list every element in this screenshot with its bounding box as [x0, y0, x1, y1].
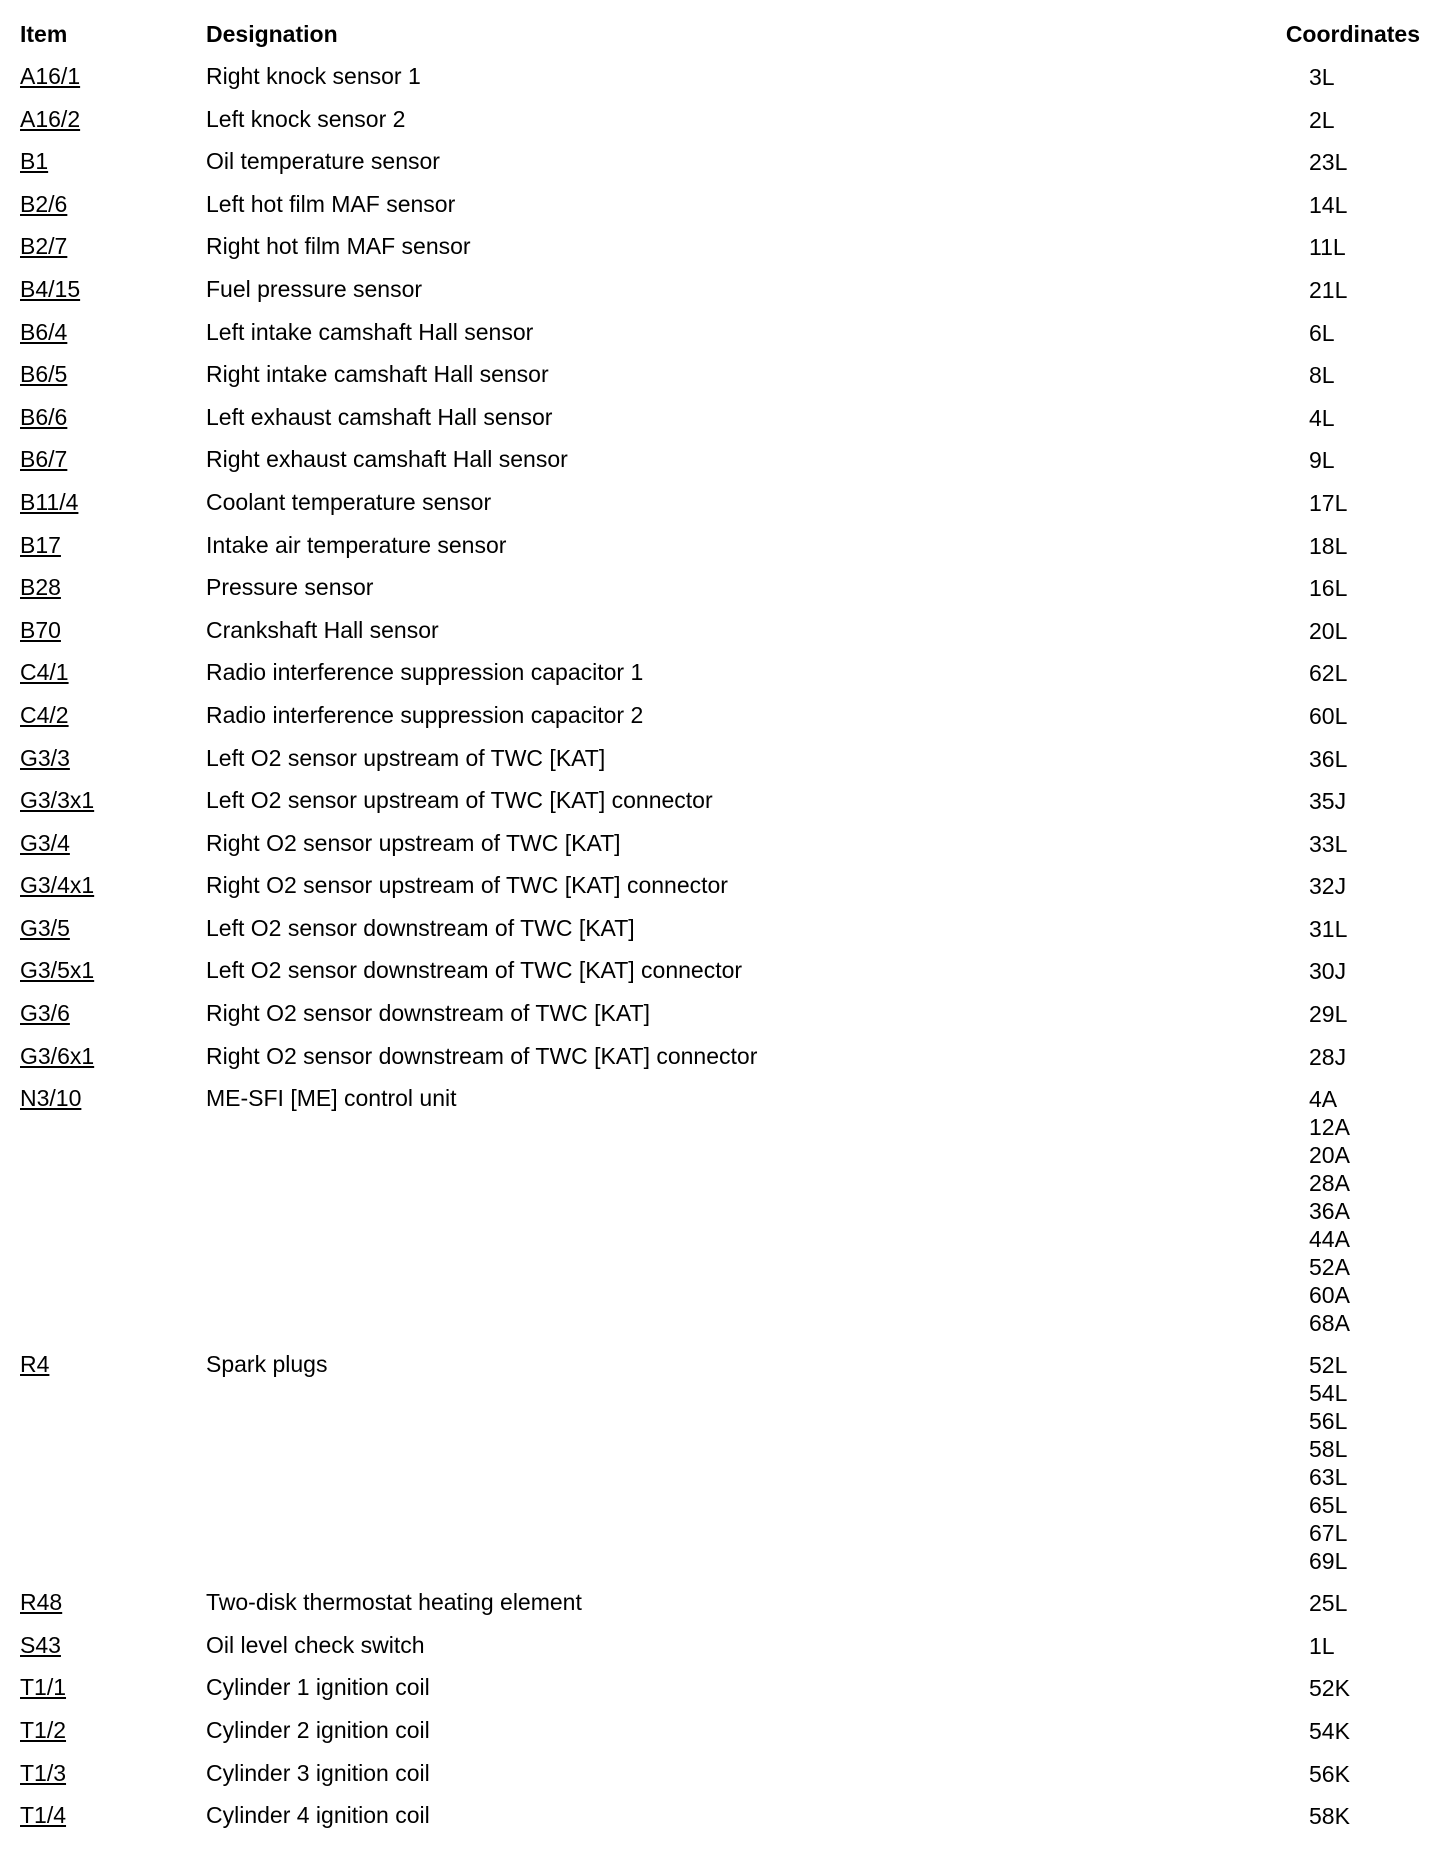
coordinates-cell	[1309, 361, 1335, 389]
coordinate-value: 35J	[1309, 788, 1347, 815]
designation-text: Left O2 sensor downstream of TWC [KAT] connector	[206, 957, 743, 984]
designation-text: Oil level check switch	[206, 1631, 425, 1658]
table-row	[0, 224, 1440, 267]
coordinate-value: 69L	[1309, 1548, 1348, 1575]
table-row	[0, 395, 1440, 438]
coordinates-cell	[1309, 1000, 1347, 1028]
coordinate-value: 11L	[1309, 234, 1346, 261]
designation-text: ME-SFI [ME] control unit	[206, 1085, 457, 1112]
coordinate-value: 33L	[1309, 830, 1348, 857]
designation-text: Cylinder 1 ignition coil	[206, 1674, 430, 1701]
item-link[interactable]: N3/10	[20, 1085, 82, 1112]
coordinates-cell	[1309, 872, 1346, 900]
table-row	[0, 821, 1440, 864]
item-link[interactable]: G3/5	[20, 914, 70, 941]
designation-text: Cylinder 2 ignition coil	[206, 1717, 430, 1744]
item-link[interactable]: G3/3x1	[20, 787, 95, 814]
item-link[interactable]: B70	[20, 616, 61, 643]
coordinates-cell	[1309, 191, 1347, 219]
designation-text: Left exhaust camshaft Hall sensor	[206, 403, 553, 430]
coordinates-cell	[1309, 915, 1347, 943]
coordinate-value: 8L	[1309, 362, 1335, 389]
table-row	[0, 1665, 1440, 1708]
table-row	[0, 1580, 1440, 1623]
coordinates-cell	[1309, 148, 1347, 176]
table-row	[0, 565, 1440, 608]
item-link[interactable]: B2/6	[20, 190, 68, 217]
coordinate-value: 20L	[1309, 617, 1348, 644]
item-link[interactable]: B28	[20, 574, 61, 601]
item-link[interactable]: G3/4x1	[20, 872, 95, 899]
item-link[interactable]: T1/4	[20, 1802, 67, 1829]
designation-text: Crankshaft Hall sensor	[206, 616, 439, 643]
designation-text: Coolant temperature sensor	[206, 488, 492, 515]
table-row	[0, 1751, 1440, 1794]
coordinates-cell	[1309, 276, 1347, 304]
coordinate-value: 63L	[1309, 1464, 1348, 1491]
designation-text: Left O2 sensor upstream of TWC [KAT] connector	[206, 787, 713, 814]
table-row	[0, 54, 1440, 97]
coordinates-cell	[1309, 830, 1347, 858]
table-row	[0, 480, 1440, 523]
table-row	[0, 310, 1440, 353]
coordinates-cell	[1309, 319, 1335, 347]
table-row	[0, 991, 1440, 1034]
coordinates-cell	[1309, 659, 1347, 687]
table-row	[0, 906, 1440, 949]
designation-text: Pressure sensor	[206, 574, 374, 601]
coordinates-cell	[1309, 702, 1347, 730]
designation-text: Left O2 sensor upstream of TWC [KAT]	[206, 744, 606, 771]
item-link[interactable]: T1/3	[20, 1759, 67, 1786]
coordinate-value: 32J	[1309, 873, 1347, 900]
coordinate-value: 68A	[1309, 1310, 1350, 1337]
coordinate-value: 60A	[1309, 1282, 1350, 1309]
coordinate-value: 62L	[1309, 660, 1348, 687]
table-header	[0, 0, 1440, 54]
item-link[interactable]: R48	[20, 1589, 63, 1616]
item-link[interactable]: A16/2	[20, 105, 81, 132]
designation-text: Intake air temperature sensor	[206, 531, 507, 558]
item-link[interactable]: T1/2	[20, 1717, 67, 1744]
table-row	[0, 650, 1440, 693]
coordinate-value: 3L	[1309, 64, 1335, 90]
coordinate-value: 36A	[1309, 1198, 1350, 1225]
item-link[interactable]: B2/7	[20, 233, 68, 260]
table-row	[0, 97, 1440, 140]
designation-text: Two-disk thermostat heating element	[206, 1589, 582, 1616]
table-row	[0, 523, 1440, 566]
coordinate-value: 20A	[1309, 1142, 1350, 1169]
item-link[interactable]: T1/1	[20, 1674, 67, 1701]
coordinates-cell	[1309, 233, 1346, 261]
coordinate-value: 31L	[1309, 915, 1348, 942]
table-row	[0, 693, 1440, 736]
coordinates-cell	[1309, 446, 1335, 474]
item-link[interactable]: C4/2	[20, 701, 69, 728]
coordinate-value: 25L	[1309, 1590, 1348, 1617]
coordinates-cell	[1309, 63, 1335, 91]
coordinates-cell	[1309, 574, 1347, 602]
designation-text: Right O2 sensor downstream of TWC [KAT] connector	[206, 1042, 758, 1069]
header-designation: Designation	[206, 21, 338, 47]
table-row	[0, 1793, 1440, 1836]
designation-text: Left O2 sensor downstream of TWC [KAT]	[206, 914, 635, 941]
coordinate-value: 17L	[1309, 489, 1348, 516]
coordinate-value: 30J	[1309, 958, 1347, 985]
designation-text: Right O2 sensor upstream of TWC [KAT]	[206, 829, 621, 856]
coordinate-value: 28J	[1309, 1043, 1347, 1070]
table-row	[0, 1708, 1440, 1751]
table-row	[0, 182, 1440, 225]
table-row	[0, 1623, 1440, 1666]
table-row	[0, 736, 1440, 779]
item-link[interactable]: G3/5x1	[20, 957, 95, 984]
designation-text: Right intake camshaft Hall sensor	[206, 361, 549, 388]
table-row	[0, 608, 1440, 651]
coordinates-cell	[1309, 532, 1347, 560]
table-row	[0, 1076, 1440, 1342]
coordinate-value: 1L	[1309, 1632, 1335, 1659]
coordinates-cell	[1309, 489, 1347, 517]
coordinate-value: 9L	[1309, 447, 1335, 474]
coordinate-value: 52K	[1309, 1675, 1350, 1702]
coordinates-cell	[1309, 106, 1335, 134]
designation-text: Cylinder 3 ignition coil	[206, 1759, 430, 1786]
coordinate-value: 18L	[1309, 532, 1348, 559]
item-link[interactable]: B6/5	[20, 361, 68, 388]
table-row	[0, 1342, 1440, 1580]
item-link[interactable]: G3/3	[20, 744, 70, 771]
designation-text: Right O2 sensor upstream of TWC [KAT] connector	[206, 872, 728, 899]
table-row	[0, 352, 1440, 395]
coordinate-value: 6L	[1309, 319, 1335, 346]
item-link[interactable]: R4	[20, 1351, 50, 1378]
designation-text: Left knock sensor 2	[206, 105, 406, 132]
table-row	[0, 139, 1440, 182]
coordinate-value: 52L	[1309, 1352, 1348, 1379]
header-item: Item	[20, 21, 68, 47]
item-link[interactable]: A16/1	[20, 63, 81, 89]
table-row	[0, 437, 1440, 480]
coordinate-value: 52A	[1309, 1254, 1350, 1281]
coordinates-cell	[1309, 1589, 1347, 1617]
table-row	[0, 267, 1440, 310]
coordinate-value: 16L	[1309, 575, 1348, 602]
designation-text: Radio interference suppression capacitor 2	[206, 701, 644, 728]
item-link[interactable]: B6/4	[20, 318, 68, 345]
coordinate-value: 14L	[1309, 191, 1348, 218]
designation-text: Radio interference suppression capacitor 1	[206, 659, 644, 686]
coordinates-cell	[1309, 957, 1346, 985]
designation-text: Oil temperature sensor	[206, 148, 440, 175]
item-link[interactable]: C4/1	[20, 659, 69, 686]
item-link[interactable]: G3/4	[20, 829, 70, 856]
coordinate-value: 58L	[1309, 1436, 1348, 1463]
coordinates-cell	[1309, 745, 1347, 773]
item-link[interactable]: B4/15	[20, 275, 81, 302]
coordinates-cell	[1309, 787, 1346, 815]
coordinate-value: 21L	[1309, 276, 1348, 303]
item-link[interactable]: B11/4	[20, 488, 79, 515]
coordinate-value: 58K	[1309, 1803, 1350, 1830]
item-link[interactable]: S43	[20, 1631, 61, 1658]
coordinate-value: 56K	[1309, 1760, 1350, 1787]
table-row	[0, 778, 1440, 821]
coordinate-value: 44A	[1309, 1226, 1350, 1253]
designation-text: Right O2 sensor downstream of TWC [KAT]	[206, 1000, 650, 1027]
table-row	[0, 1034, 1440, 1077]
table-row	[0, 863, 1440, 906]
table-body	[0, 54, 1440, 1836]
coordinates-cell	[1309, 1760, 1350, 1788]
coordinate-value: 54K	[1309, 1718, 1350, 1745]
designation-text: Right knock sensor 1	[206, 63, 421, 89]
coordinate-value: 56L	[1309, 1408, 1348, 1435]
header-coordinates: Coordinates	[1285, 21, 1420, 47]
designation-text: Cylinder 4 ignition coil	[206, 1802, 430, 1829]
designation-text: Left hot film MAF sensor	[206, 190, 456, 217]
item-link[interactable]: G3/6	[20, 1000, 70, 1027]
item-link[interactable]: G3/6x1	[20, 1042, 95, 1069]
coordinate-value: 2L	[1309, 106, 1335, 133]
coordinate-value: 65L	[1309, 1492, 1348, 1519]
coordinates-cell	[1309, 1802, 1350, 1830]
item-link[interactable]: B6/7	[20, 446, 68, 473]
coordinates-cell	[1309, 1085, 1350, 1337]
coordinate-value: 23L	[1309, 149, 1348, 176]
coordinate-value: 36L	[1309, 745, 1348, 772]
coordinate-value: 4L	[1309, 404, 1335, 431]
item-link[interactable]: B17	[20, 531, 61, 558]
coordinate-value: 4A	[1309, 1086, 1338, 1113]
item-link[interactable]: B1	[20, 148, 49, 175]
table-row	[0, 948, 1440, 991]
coordinate-value: 28A	[1309, 1170, 1350, 1197]
coordinate-value: 29L	[1309, 1001, 1348, 1028]
coordinates-cell	[1309, 1674, 1350, 1702]
designation-text: Left intake camshaft Hall sensor	[206, 318, 534, 345]
designation-text: Right exhaust camshaft Hall sensor	[206, 446, 568, 473]
designation-text: Fuel pressure sensor	[206, 275, 423, 302]
coordinates-cell	[1309, 617, 1347, 645]
coordinate-value: 60L	[1309, 702, 1348, 729]
coordinate-value: 54L	[1309, 1380, 1348, 1407]
item-link[interactable]: B6/6	[20, 403, 68, 430]
coordinates-cell	[1309, 1717, 1350, 1745]
coordinates-cell	[1309, 1351, 1347, 1575]
designation-text: Right hot film MAF sensor	[206, 233, 471, 260]
designation-text: Spark plugs	[206, 1351, 328, 1378]
coordinates-cell	[1309, 404, 1335, 432]
coordinate-value: 12A	[1309, 1114, 1350, 1141]
coordinates-cell	[1309, 1632, 1335, 1660]
coordinates-cell	[1309, 1043, 1346, 1071]
coordinate-value: 67L	[1309, 1520, 1348, 1547]
